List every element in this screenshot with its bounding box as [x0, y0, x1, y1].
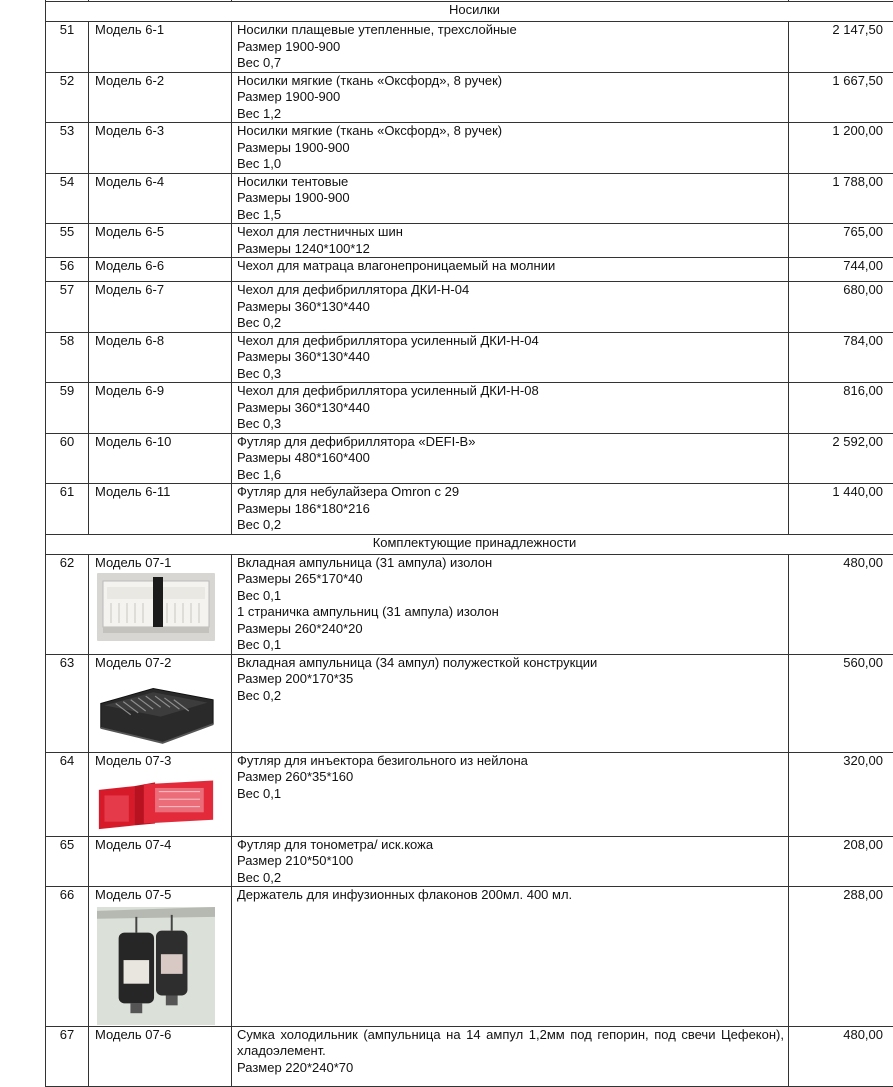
- description-line: Носилки плащевые утепленные, трехслойные: [237, 22, 784, 39]
- table-row: [46, 554, 893, 654]
- model-name: Модель 07-6: [89, 1026, 232, 1086]
- description-line: Футляр для дефибриллятора «DEFI-B»: [237, 434, 784, 451]
- description-line: Футляр для тонометра/ иск.кожа: [237, 837, 784, 854]
- model-name: Модель 07-1: [95, 555, 231, 572]
- row-number: 66: [46, 887, 89, 1027]
- description-line: Вес 0,2: [237, 315, 784, 332]
- description-line: Размеры 1900-900: [237, 140, 784, 157]
- model-name: Модель 07-2: [95, 655, 231, 672]
- item-price: 744,00: [789, 258, 893, 282]
- section-header-row: [46, 2, 893, 22]
- description-line: Вес 0,1: [237, 588, 784, 605]
- item-price: 784,00: [789, 332, 893, 383]
- description-line: 1 страничка ампульниц (31 ампула) изолон: [237, 604, 784, 621]
- description-line: Вес 0,7: [237, 55, 784, 72]
- row-number: 52: [46, 72, 89, 123]
- item-description: [232, 22, 789, 73]
- table-row: [46, 258, 893, 282]
- description-line: Вес 0,2: [237, 688, 784, 705]
- item-price: 480,00: [789, 554, 893, 654]
- black-ampoule-case-photo: [97, 673, 215, 749]
- item-description: [232, 836, 789, 887]
- description-line: Размер 1900-900: [237, 89, 784, 106]
- item-price: 208,00: [789, 836, 893, 887]
- model-name: Модель 6-4: [89, 173, 232, 224]
- row-number: 55: [46, 224, 89, 258]
- item-price: 816,00: [789, 383, 893, 434]
- model-name: Модель 07-3: [95, 753, 231, 770]
- description-line: Футляр для небулайзера Omron с 29: [237, 484, 784, 501]
- description-line: Вес 0,2: [237, 517, 784, 534]
- item-description: [232, 282, 789, 333]
- row-number: 54: [46, 173, 89, 224]
- description-line: Вес 0,1: [237, 637, 784, 654]
- table-row: [46, 22, 893, 73]
- item-description: [232, 123, 789, 174]
- description-line: Размер 210*50*100: [237, 853, 784, 870]
- item-price: 1 200,00: [789, 123, 893, 174]
- description-line: Держатель для инфузионных флаконов 200мл. 400 мл.: [237, 887, 784, 904]
- table-row: [46, 1026, 893, 1086]
- item-description: [232, 887, 789, 1027]
- description-line: Размеры 1900-900: [237, 190, 784, 207]
- price-list-table: [45, 0, 893, 1087]
- description-line: Вес 1,2: [237, 106, 784, 123]
- item-price: 1 667,50: [789, 72, 893, 123]
- section-title: Носилки: [46, 2, 893, 22]
- row-number: 64: [46, 752, 89, 836]
- description-line: Чехол для лестничных шин: [237, 224, 784, 241]
- table-row: [46, 224, 893, 258]
- item-description: [232, 654, 789, 752]
- description-line: Футляр для инъектора безигольного из нейлона: [237, 753, 784, 770]
- model-name: Модель 6-2: [89, 72, 232, 123]
- model-name: Модель 6-10: [89, 433, 232, 484]
- description-line: Размеры 480*160*400: [237, 450, 784, 467]
- model-name: Модель 6-7: [89, 282, 232, 333]
- description-line: Размеры 265*170*40: [237, 571, 784, 588]
- description-line: Чехол для дефибриллятора усиленный ДКИ-Н-04: [237, 333, 784, 350]
- description-line: Носилки мягкие (ткань «Оксфорд», 8 ручек): [237, 123, 784, 140]
- item-price: 320,00: [789, 752, 893, 836]
- item-price: 680,00: [789, 282, 893, 333]
- description-line: Носилки мягкие (ткань «Оксфорд», 8 ручек): [237, 73, 784, 90]
- model-name: Модель 6-3: [89, 123, 232, 174]
- row-number: 60: [46, 433, 89, 484]
- item-price: 2 147,50: [789, 22, 893, 73]
- description-line: Размер 1900-900: [237, 39, 784, 56]
- description-line: Вес 0,2: [237, 870, 784, 887]
- description-line: Носилки тентовые: [237, 174, 784, 191]
- table-row: [46, 433, 893, 484]
- table-row: [46, 173, 893, 224]
- description-line: Размеры 360*130*440: [237, 299, 784, 316]
- description-line: Вес 0,3: [237, 416, 784, 433]
- item-description: [232, 554, 789, 654]
- item-price: 2 592,00: [789, 433, 893, 484]
- model-name: Модель 6-1: [89, 22, 232, 73]
- table-row: [46, 282, 893, 333]
- description-line: Вкладная ампульница (34 ампул) полужесткой конструкции: [237, 655, 784, 672]
- row-number: 56: [46, 258, 89, 282]
- table-row: [46, 752, 893, 836]
- description-line: Размер 200*170*35: [237, 671, 784, 688]
- model-name: Модель 6-6: [89, 258, 232, 282]
- description-line: Размеры 360*130*440: [237, 349, 784, 366]
- model-cell: [89, 554, 232, 654]
- table-row: [46, 332, 893, 383]
- description-line: Размеры 260*240*20: [237, 621, 784, 638]
- row-number: 61: [46, 484, 89, 535]
- description-line: Размеры 1240*100*12: [237, 241, 784, 258]
- item-description: [232, 224, 789, 258]
- row-number: 57: [46, 282, 89, 333]
- item-price: 1 440,00: [789, 484, 893, 535]
- model-name: Модель 6-9: [89, 383, 232, 434]
- description-line: Вес 1,5: [237, 207, 784, 224]
- description-line: Чехол для матраца влагонепроницаемый на молнии: [237, 258, 784, 275]
- description-line: Вес 0,3: [237, 366, 784, 383]
- item-description: [232, 484, 789, 535]
- item-description: [232, 72, 789, 123]
- item-description: [232, 173, 789, 224]
- row-number: 62: [46, 554, 89, 654]
- table-row: [46, 72, 893, 123]
- model-name: Модель 6-8: [89, 332, 232, 383]
- table-row: [46, 484, 893, 535]
- row-number: 58: [46, 332, 89, 383]
- description-line: Вес 0,1: [237, 786, 784, 803]
- model-name: Модель 07-5: [95, 887, 231, 904]
- white-ampoule-case-photo: [97, 573, 215, 641]
- model-cell: [89, 752, 232, 836]
- item-price: 480,00: [789, 1026, 893, 1086]
- description-line: Сумка холодильник (ампульница на 14 ампул 1,2мм под гепорин, под свечи Цефекон), хладоэлемент.: [237, 1027, 784, 1060]
- item-price: 560,00: [789, 654, 893, 752]
- item-price: 288,00: [789, 887, 893, 1027]
- description-line: Размер 220*240*70: [237, 1060, 784, 1077]
- item-description: [232, 433, 789, 484]
- table-row: [46, 383, 893, 434]
- item-description: [232, 383, 789, 434]
- item-description: [232, 332, 789, 383]
- section-title: Комплектующие принадлежности: [46, 534, 893, 554]
- item-description: [232, 752, 789, 836]
- description-line: Чехол для дефибриллятора усиленный ДКИ-Н-08: [237, 383, 784, 400]
- row-number: 67: [46, 1026, 89, 1086]
- red-injector-case-photo: [97, 771, 215, 833]
- description-line: Размер 260*35*160: [237, 769, 784, 786]
- table-row: [46, 123, 893, 174]
- description-line: Вес 1,0: [237, 156, 784, 173]
- row-number: 63: [46, 654, 89, 752]
- table-row: [46, 836, 893, 887]
- model-name: Модель 6-11: [89, 484, 232, 535]
- row-number: 53: [46, 123, 89, 174]
- infusion-holder-photo: [97, 906, 215, 1026]
- description-line: Чехол для дефибриллятора ДКИ-Н-04: [237, 282, 784, 299]
- table-row: [46, 887, 893, 1027]
- model-name: Модель 07-4: [89, 836, 232, 887]
- row-number: 59: [46, 383, 89, 434]
- model-cell: [89, 887, 232, 1027]
- model-name: Модель 6-5: [89, 224, 232, 258]
- item-price: 765,00: [789, 224, 893, 258]
- description-line: Вкладная ампульница (31 ампула) изолон: [237, 555, 784, 572]
- description-line: Размеры 360*130*440: [237, 400, 784, 417]
- item-price: 1 788,00: [789, 173, 893, 224]
- table-row: [46, 654, 893, 752]
- model-cell: [89, 654, 232, 752]
- item-description: [232, 258, 789, 282]
- row-number: 51: [46, 22, 89, 73]
- item-description: [232, 1026, 789, 1086]
- description-line: Размеры 186*180*216: [237, 501, 784, 518]
- section-header-row: [46, 534, 893, 554]
- description-line: Вес 1,6: [237, 467, 784, 484]
- row-number: 65: [46, 836, 89, 887]
